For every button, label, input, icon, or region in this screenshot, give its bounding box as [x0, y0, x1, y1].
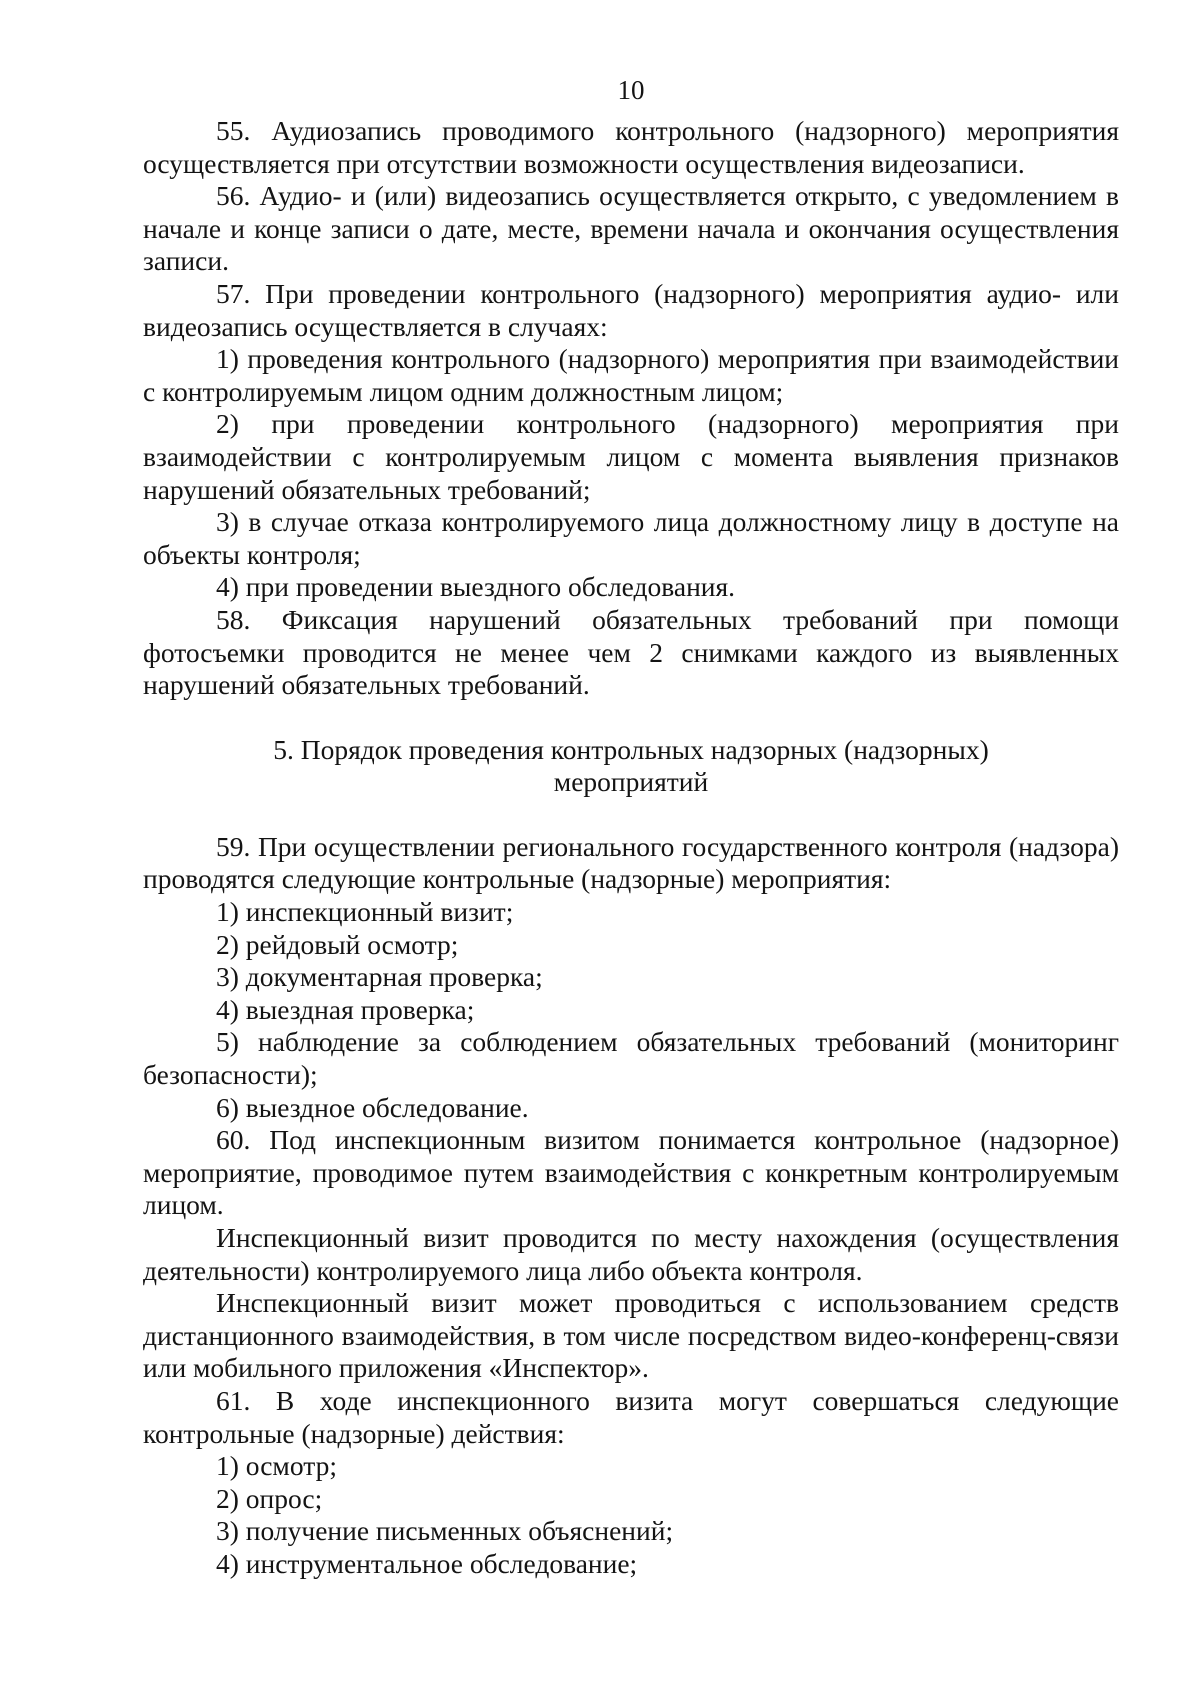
- list-item-59-2: 2) рейдовый осмотр;: [216, 928, 459, 960]
- list-item-59-6: 6) выездное обследование.: [216, 1091, 529, 1123]
- list-item-59-5: 5) наблюдение за соблюдением обязательных требований (мониторинг безопасности);: [143, 1026, 1119, 1091]
- paragraph-58: 58. Фиксация нарушений обязательных требований при помощи фотосъемки проводится не менее чем 2 снимками каждого из выявленных нарушений обязательных требований.: [143, 603, 1119, 701]
- paragraph-57: 57. При проведении контрольного (надзорного) мероприятия аудио- или видеозапись осуществляется в случаях:: [143, 277, 1119, 342]
- paragraph-60-remote: Инспекционный визит может проводиться с использованием средств дистанционного взаимодействия, в том числе посредством видео-конференц-связи или мобильного приложения «Инспектор».: [143, 1287, 1119, 1384]
- paragraph-55: 55. Аудиозапись проводимого контрольного (надзорного) мероприятия осуществляется при отсутствии возможности осуществления видеозаписи.: [143, 115, 1119, 179]
- paragraph-56: 56. Аудио- и (или) видеозапись осуществляется открыто, с уведомлением в начале и конце записи о дате, месте, времени начала и окончания осуществления записи.: [143, 180, 1119, 277]
- list-item-59-3: 3) документарная проверка;: [216, 961, 543, 993]
- list-item-57-3: 3) в случае отказа контролируемого лица должностному лицу в доступе на объекты контроля;: [143, 506, 1119, 570]
- list-item-57-2: 2) при проведении контрольного (надзорного) мероприятия при взаимодействии с контролируемым лицом с момента выявления признаков нарушений обязательных требований;: [143, 408, 1119, 505]
- list-item-57-4: 4) при проведении выездного обследования.: [216, 571, 736, 603]
- page-number: 10: [617, 75, 645, 105]
- paragraph-61: 61. В ходе инспекционного визита могут совершаться следующие контрольные (надзорные) действия:: [143, 1384, 1119, 1449]
- section-heading-line-1: 5. Порядок проведения контрольных надзорных (надзорных): [273, 733, 989, 765]
- list-item-57-1: 1) проведения контрольного (надзорного) мероприятия при взаимодействии с контролируемым лицом одним должностным лицом;: [143, 343, 1119, 407]
- paragraph-59: 59. При осуществлении регионального государственного контроля (надзора) проводятся следующие контрольные (надзорные) мероприятия:: [143, 830, 1119, 895]
- section-heading-line-2: мероприятий: [553, 766, 709, 798]
- document-body: [143, 115, 1119, 1581]
- paragraph-60: 60. Под инспекционным визитом понимается контрольное (надзорное) мероприятие, проводимое путем взаимодействия с конкретным контролируемым лицом.: [143, 1124, 1119, 1221]
- list-item-59-1: 1) инспекционный визит;: [216, 896, 514, 928]
- list-item-59-4: 4) выездная проверка;: [216, 993, 475, 1025]
- list-item-61-2: 2) опрос;: [216, 1482, 323, 1514]
- list-item-61-4: 4) инструментальное обследование;: [216, 1547, 638, 1579]
- list-item-61-1: 1) осмотр;: [216, 1450, 337, 1482]
- list-item-61-3: 3) получение письменных объяснений;: [216, 1515, 674, 1547]
- paragraph-60-location: Инспекционный визит проводится по месту нахождения (осуществления деятельности) контролируемого лица либо объекта контроля.: [143, 1222, 1119, 1286]
